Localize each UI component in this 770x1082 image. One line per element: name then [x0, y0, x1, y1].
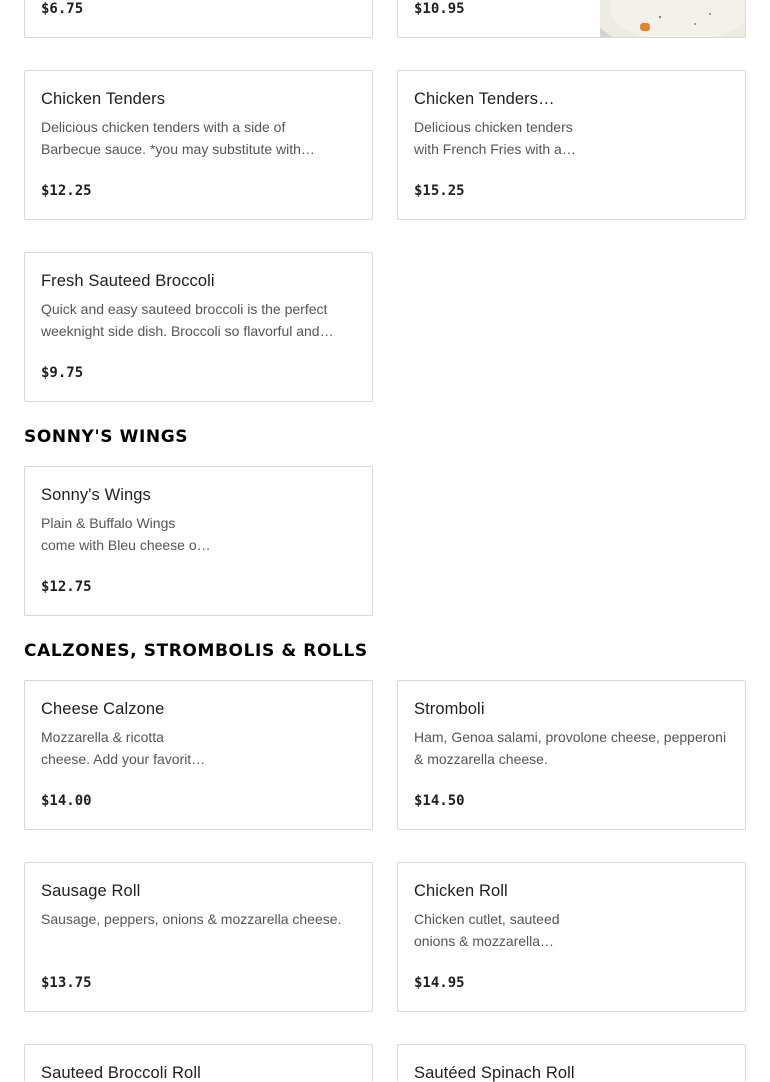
section-title-calzones: CALZONES, STROMBOLIS & ROLLS: [24, 641, 368, 661]
item-price: $13.75: [41, 975, 92, 991]
item-description: Mozzarella & ricotta cheese. Add your favorit…: [41, 729, 206, 767]
menu-item-card[interactable]: [24, 252, 373, 402]
item-price: $15.25: [414, 183, 465, 199]
item-name: Sausage Roll: [41, 882, 141, 900]
section-title-wings: SONNY'S WINGS: [24, 427, 189, 447]
item-name: Chicken Tenders: [41, 90, 166, 108]
item-price: $14.00: [41, 793, 92, 809]
menu-item-card[interactable]: [397, 862, 746, 1012]
item-name: Stromboli: [414, 700, 485, 718]
item-description: Delicious chicken tenders with French Fries with a…: [414, 119, 576, 157]
item-name: Chicken Tenders…: [414, 90, 555, 108]
item-price: $12.75: [41, 579, 92, 595]
item-price: $14.95: [414, 975, 465, 991]
menu-item-card[interactable]: [24, 680, 373, 830]
item-description: Chicken cutlet, sauteed onions & mozzarella…: [414, 911, 560, 949]
item-description: Sausage, peppers, onions & mozzarella cheese.: [41, 911, 342, 927]
menu-item-card[interactable]: [397, 1044, 746, 1082]
item-price: $9.75: [41, 365, 84, 381]
item-name: Sonny's Wings: [41, 486, 151, 504]
item-description: Delicious chicken tenders with a side of Barbecue sauce. *you may substitute with…: [41, 119, 315, 157]
item-price: $6.75: [41, 1, 84, 17]
item-description: Plain & Buffalo Wings come with Bleu cheese o…: [41, 515, 211, 553]
item-price: $14.50: [414, 793, 465, 809]
item-photo: [600, 0, 745, 38]
item-name: Chicken Roll: [414, 882, 508, 900]
food-photo-icon: [600, 0, 745, 38]
menu-item-card[interactable]: [397, 70, 746, 220]
menu-item-card[interactable]: [24, 1044, 373, 1082]
item-name: Sautéed Spinach Roll: [414, 1064, 575, 1082]
menu-item-card[interactable]: [24, 466, 373, 616]
menu-item-card[interactable]: [397, 0, 746, 38]
item-price: $10.95: [414, 1, 465, 17]
menu-item-card[interactable]: [24, 70, 373, 220]
menu-item-card[interactable]: [24, 862, 373, 1012]
item-name: Cheese Calzone: [41, 700, 165, 718]
item-name: Fresh Sauteed Broccoli: [41, 272, 215, 290]
menu-item-card[interactable]: [24, 0, 373, 38]
item-description: Quick and easy sauteed broccoli is the perfect weeknight side dish. Broccoli so flavorful and…: [41, 301, 334, 339]
menu-item-card[interactable]: [397, 680, 746, 830]
item-description: Ham, Genoa salami, provolone cheese, pepperoni & mozzarella cheese.: [414, 729, 727, 767]
item-price: $12.25: [41, 183, 92, 199]
item-name: Sauteed Broccoli Roll: [41, 1064, 201, 1082]
